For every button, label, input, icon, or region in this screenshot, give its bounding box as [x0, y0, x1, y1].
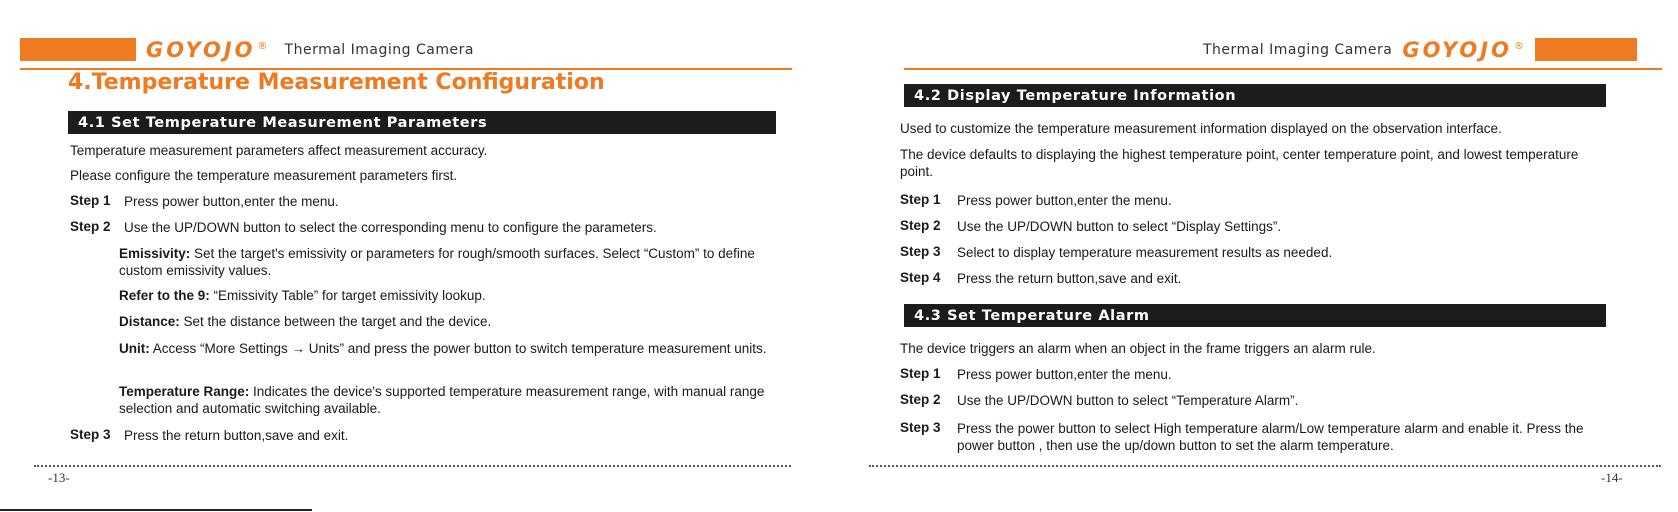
emissivity-item: Emissivity: Set the target's emissivity or parameters for rough/smooth surfaces. Select “Custom” to define custom emissivity values.: [119, 246, 755, 278]
step-1-text: Press power button,enter the menu.: [124, 194, 339, 209]
header-title: Thermal Imaging Camera: [1203, 41, 1393, 58]
refer-item: Refer to the 9: “Emissivity Table” for target emissivity lookup.: [119, 288, 486, 303]
alarm-step-1-text: Press power button,enter the menu.: [957, 367, 1172, 382]
step-3-text: Select to display temperature measurement results as needed.: [957, 245, 1333, 260]
step-4-text: Press the return button,save and exit.: [957, 271, 1182, 286]
step-1-label: Step 1: [70, 193, 111, 208]
header-orange-bar: [1535, 38, 1637, 61]
header-orange-bar: [20, 38, 136, 61]
intro-line-2: The device defaults to displaying the highest temperature point, center temperature point, and lowest temperature point.: [900, 147, 1579, 179]
step-1-text: Press power button,enter the menu.: [957, 193, 1172, 208]
section-title-4-1: 4.1 Set Temperature Measurement Parameters: [68, 111, 776, 134]
alarm-step-3-label: Step 3: [900, 420, 941, 435]
intro-line-1: Temperature measurement parameters affect measurement accuracy.: [70, 143, 488, 158]
step-3-label: Step 3: [70, 427, 111, 442]
section-title-4-2: 4.2 Display Temperature Information: [904, 84, 1606, 107]
alarm-step-1-label: Step 1: [900, 366, 941, 381]
intro-line-2: Please configure the temperature measurement parameters first.: [70, 168, 458, 183]
brand-logo: GOYOJO ®: [1402, 37, 1527, 62]
alarm-step-2-text: Use the UP/DOWN button to select “Temperature Alarm”.: [957, 393, 1299, 408]
bottom-edge-rule: [0, 509, 312, 511]
step-3-text: Press the return button,save and exit.: [124, 428, 349, 443]
step-3-label: Step 3: [900, 244, 941, 259]
header-rule: [904, 68, 1662, 70]
right-page: [839, 0, 1678, 512]
unit-item: Unit: Access “More Settings → Units” and press the power button to switch temperature measurement units.: [119, 341, 767, 356]
alarm-intro: The device triggers an alarm when an object in the frame triggers an alarm rule.: [900, 341, 1376, 356]
page-number: -13-: [48, 470, 70, 485]
header-title: Thermal Imaging Camera: [284, 41, 474, 58]
alarm-step-3-text: Press the power button to select High temperature alarm/Low temperature alarm and enable it. Press the power button , then use the up/down button to set the alarm temperature.: [957, 421, 1584, 453]
brand-logo: GOYOJO ®: [146, 37, 271, 62]
step-1-label: Step 1: [900, 192, 941, 207]
step-2-text: Use the UP/DOWN button to select “Display Settings”.: [957, 219, 1282, 234]
step-4-label: Step 4: [900, 270, 941, 285]
alarm-step-2-label: Step 2: [900, 392, 941, 407]
step-2-label: Step 2: [900, 218, 941, 233]
footer-dotted-rule: [34, 465, 791, 467]
step-2-text: Use the UP/DOWN button to select the corresponding menu to configure the parameters.: [124, 220, 657, 235]
intro-line-1: Used to customize the temperature measurement information displayed on the observation interface.: [900, 121, 1502, 136]
page-number: -14-: [1601, 470, 1623, 485]
temperature-range-item: Temperature Range: Indicates the device's supported temperature measurement range, with manual range selection and automatic switching available.: [119, 384, 765, 416]
right-header: [1203, 38, 1637, 61]
footer-dotted-rule: [869, 465, 1661, 467]
distance-item: Distance: Set the distance between the target and the device.: [119, 314, 492, 329]
step-2-label: Step 2: [70, 219, 111, 234]
section-title-4-3: 4.3 Set Temperature Alarm: [904, 304, 1606, 327]
chapter-title: 4.Temperature Measurement Configuration: [68, 70, 605, 95]
left-header: [20, 38, 474, 61]
